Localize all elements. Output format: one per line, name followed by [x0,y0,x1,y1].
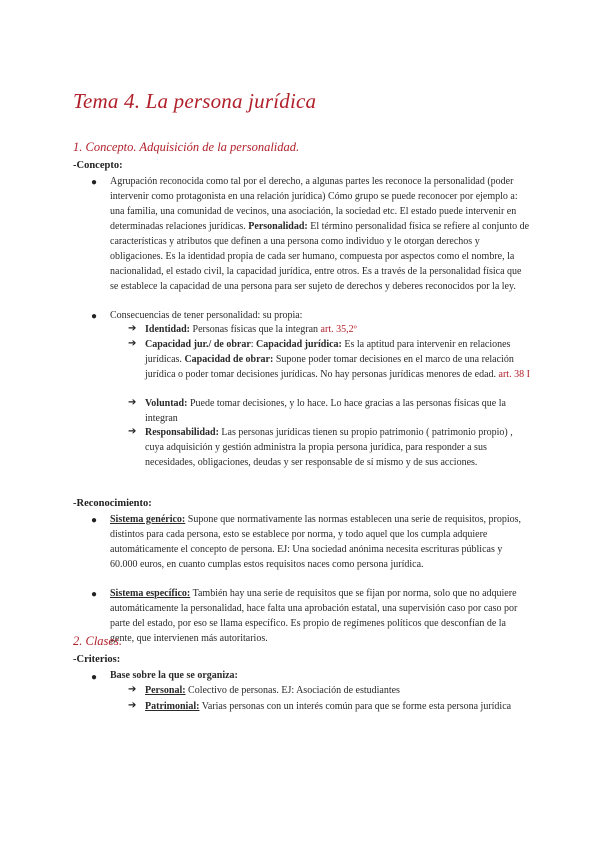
patrimonial-item: Patrimonial: Varias personas con un interés común para que se forme esta persona jurídica [145,701,512,712]
identidad-item: Identidad: Personas físicas que la integran art. 35,2º [145,324,357,335]
bullet-dot-icon: ● [91,672,98,683]
voluntad-item: Voluntad: Puede tomar decisiones, y lo hace. Lo hace gracias a las personas físicas que la integran [145,398,506,424]
right-arrow-icon: ➔ [128,700,137,711]
right-arrow-icon: ➔ [128,397,137,408]
consecuencias-item: Consecuencias de tener personalidad: su propia: [110,310,303,321]
sistema-especifico-item: Sistema específico: También hay una serie de requisitos que se fijan por norma, solo que no adquiere automáticamente la personalidad, hace falta una aprobación estatal, una supervisión caso por caso por parte del estado, por eso se llama específico. Es propio de regímenes políticos que desconfían de la gente, que intervienen más autoritarios. [110,588,518,644]
right-arrow-icon: ➔ [128,338,137,349]
criterios-label: -Criterios: [73,654,121,665]
concepto-label: -Concepto: [73,160,123,171]
bullet-dot-icon: ● [91,311,98,322]
personal-item: Personal: Colectivo de personas. EJ: Asociación de estudiantes [145,685,400,696]
bullet-dot-icon: ● [91,515,98,526]
section-1-heading: 1. Concepto. Adquisición de la personalidad. [73,140,300,154]
page-title: Tema 4. La persona jurídica [73,89,317,113]
right-arrow-icon: ➔ [128,323,137,334]
section-2-heading: 2. Clases. [73,634,122,648]
right-arrow-icon: ➔ [128,684,137,695]
responsabilidad-item: Responsabilidad: Las personas jurídicas tienen su propio patrimonio ( patrimonio propio) , cuya adquisición y gestión administra la propia persona jurídica, para responder a sus necesidades, obligaciones, deudas y ser responsable de sí mismo y de sus acciones. [145,427,513,468]
sistema-generico-item: Sistema genérico: Supone que normativamente las normas establecen una serie de requisitos, propios, distintos para cada persona, esto se establece por norma, y todo aquel que los cumpla adquiere automáticamente el concepto de persona. EJ: Una sociedad anónima necesita escrituras públicas y 60.000 euros, en cuanto cumplas estos requisitos naces como persona jurídica. [110,514,522,570]
capacidad-item: Capacidad jur./ de obrar: Capacidad jurídica: Es la aptitud para intervenir en relaciones jurídicas. Capacidad de obrar: Supone poder tomar decisiones en el marco de una relación jurídica o poder tomar decisiones jurídicas. No hay personas jurídicas menores de edad. art. 38 I [145,339,530,380]
reconocimiento-label: -Reconocimiento: [73,498,152,509]
concepto-paragraph: Agrupación reconocida como tal por el derecho, a algunas partes les reconoce la personalidad (poder intervenir como protagonista en una relación jurídica) Cómo grupo se puede reconocer por ejemplo a: una familia, una comunidad de vecinos, una asociación, la sociedad etc. El estado puede intervenir en determinadas relaciones jurídicas. Personalidad: El término personalidad física se refiere al conjunto de características y atributos que definen a una persona como individuo y le otorgan derechos y obligaciones. Es la identidad propia de cada ser humano, compuesta por aspectos como el nombre, la nacionalidad, el estado civil, la capacidad jurídica, entre otros. Es a través de la personalidad física que se establece la capacidad de una persona para ser sujeto de derechos y deberes reconocidos por la ley. [110,176,530,292]
bullet-dot-icon: ● [91,177,98,188]
bullet-dot-icon: ● [91,589,98,600]
base-organiza-item: Base sobre la que se organiza: [110,670,238,681]
right-arrow-icon: ➔ [128,426,137,437]
